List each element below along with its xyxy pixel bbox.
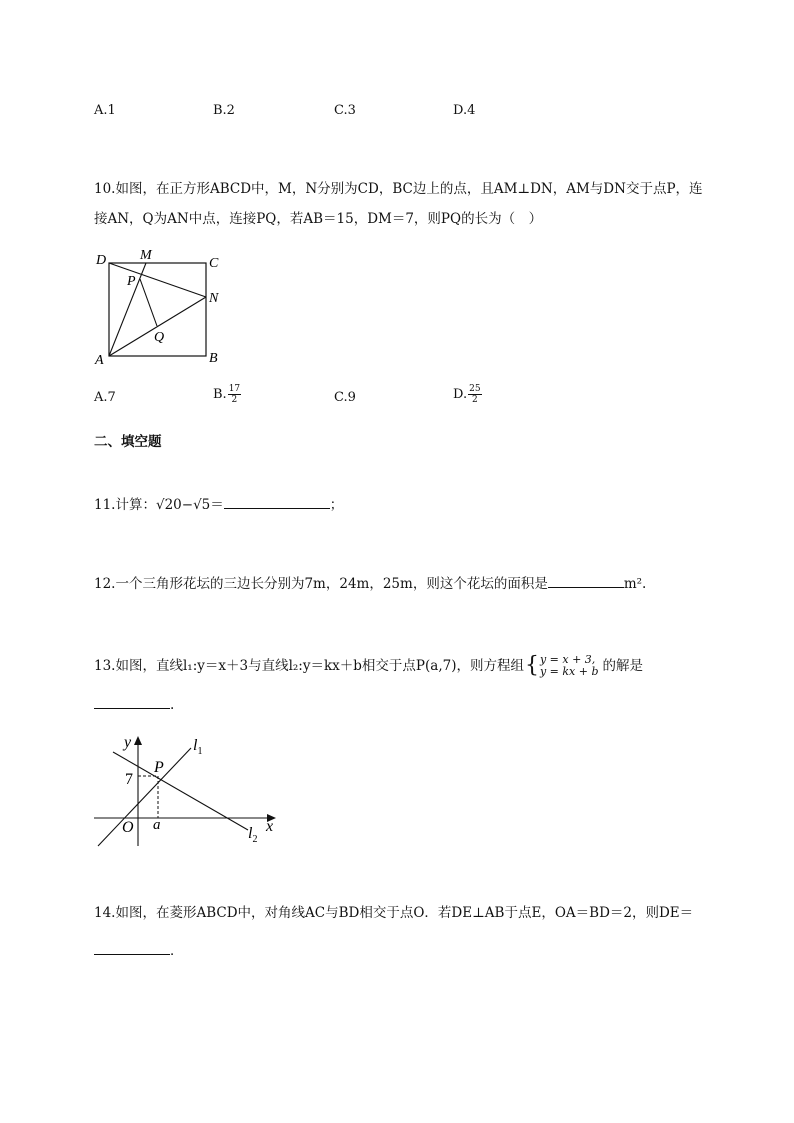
label-p: P bbox=[127, 274, 136, 289]
q11-answer-blank[interactable] bbox=[224, 494, 330, 509]
q9-option-d: D.4 bbox=[453, 103, 476, 118]
label-l2: $l_2$ bbox=[248, 825, 258, 845]
q10-option-b-prefix: B. bbox=[213, 386, 227, 402]
q11-expression: √20−√5＝ bbox=[155, 497, 224, 513]
q10-text-line1: 10.如图，在正方形ABCD中，M，N分别为CD，BC边上的点，且AM⊥DN，AM与DN交于点P，连 bbox=[94, 181, 703, 197]
q13-suffix: 的解是 bbox=[602, 658, 644, 674]
q10-option-d-numerator: 25 bbox=[469, 384, 481, 394]
q9-option-c: C.3 bbox=[334, 103, 356, 118]
label-seven: 7 bbox=[125, 771, 133, 788]
q13-system-top: y = x + 3, bbox=[539, 653, 596, 666]
y-axis-arrow-icon bbox=[134, 736, 142, 745]
q11 bbox=[94, 494, 343, 515]
q13-tail: . bbox=[170, 697, 175, 713]
q13-system-bottom: y = kx + b bbox=[539, 665, 599, 678]
q10-option-b-denominator: 2 bbox=[231, 395, 238, 405]
segment-dn bbox=[109, 263, 206, 297]
q10-option-d-fraction bbox=[468, 384, 481, 405]
q9-option-b: B.2 bbox=[213, 103, 235, 118]
q10-option-d-denominator: 2 bbox=[471, 395, 478, 405]
q10-option-d-prefix: D. bbox=[453, 386, 468, 402]
q14-text: 14.如图，在菱形ABCD中，对角线AC与BD相交于点O．若DE⊥AB于点E，OA＝BD＝2，则DE＝ bbox=[94, 905, 694, 921]
q14-answer-blank[interactable] bbox=[94, 940, 170, 955]
q12-unit: m². bbox=[623, 576, 647, 592]
q12 bbox=[94, 573, 646, 594]
label-origin: O bbox=[122, 819, 134, 836]
line-l1 bbox=[98, 748, 191, 846]
q12-answer-blank[interactable] bbox=[548, 573, 624, 588]
label-d: D bbox=[96, 253, 107, 268]
q10-option-d bbox=[453, 384, 482, 405]
label-y: y bbox=[124, 734, 132, 751]
q11-prefix: 11.计算： bbox=[94, 497, 156, 513]
q13-answer-blank[interactable] bbox=[94, 694, 170, 709]
segment-pq bbox=[140, 279, 157, 326]
q9-option-a: A.1 bbox=[94, 103, 116, 118]
label-n: N bbox=[209, 291, 219, 306]
q10-option-b bbox=[213, 384, 241, 405]
label-q: Q bbox=[154, 330, 165, 345]
label-b: B bbox=[209, 351, 218, 366]
section-title: 二、填空题 bbox=[94, 434, 162, 450]
q10-option-b-numerator: 17 bbox=[228, 384, 241, 394]
segment-an bbox=[109, 297, 206, 356]
q13-brace-icon: { bbox=[524, 653, 539, 678]
q11-suffix: ； bbox=[329, 497, 344, 513]
q10-option-b-fraction bbox=[228, 384, 241, 405]
label-p: P bbox=[154, 759, 164, 776]
square-figure bbox=[88, 244, 238, 369]
q12-text: 12.一个三角形花坛的三边长分别为7m，24m，25m，则这个花坛的面积是 bbox=[94, 576, 548, 592]
q10-text-line2: 接AN，Q为AN中点，连接PQ，若AB＝15，DM＝7，则PQ的长为（ ） bbox=[94, 211, 543, 227]
label-x: x bbox=[266, 818, 274, 835]
label-a: A bbox=[95, 353, 104, 368]
q14-answer-line bbox=[94, 940, 184, 961]
label-m: M bbox=[140, 248, 152, 263]
label-c: C bbox=[209, 256, 219, 271]
q13-text: 13.如图，直线l₁:y＝x＋3与直线l₂:y＝kx＋b相交于点P(a,7)，则方程组 bbox=[94, 658, 524, 674]
q13-system bbox=[540, 654, 599, 678]
label-a: a bbox=[153, 817, 161, 833]
q13-answer-line bbox=[94, 694, 174, 715]
q10-option-c: C.9 bbox=[334, 390, 356, 405]
q14-tail: ． bbox=[170, 943, 184, 959]
q10-option-a: A.7 bbox=[94, 390, 116, 405]
q13 bbox=[94, 654, 643, 678]
label-l1: $l_1$ bbox=[193, 737, 203, 757]
coordinate-figure bbox=[90, 728, 290, 850]
